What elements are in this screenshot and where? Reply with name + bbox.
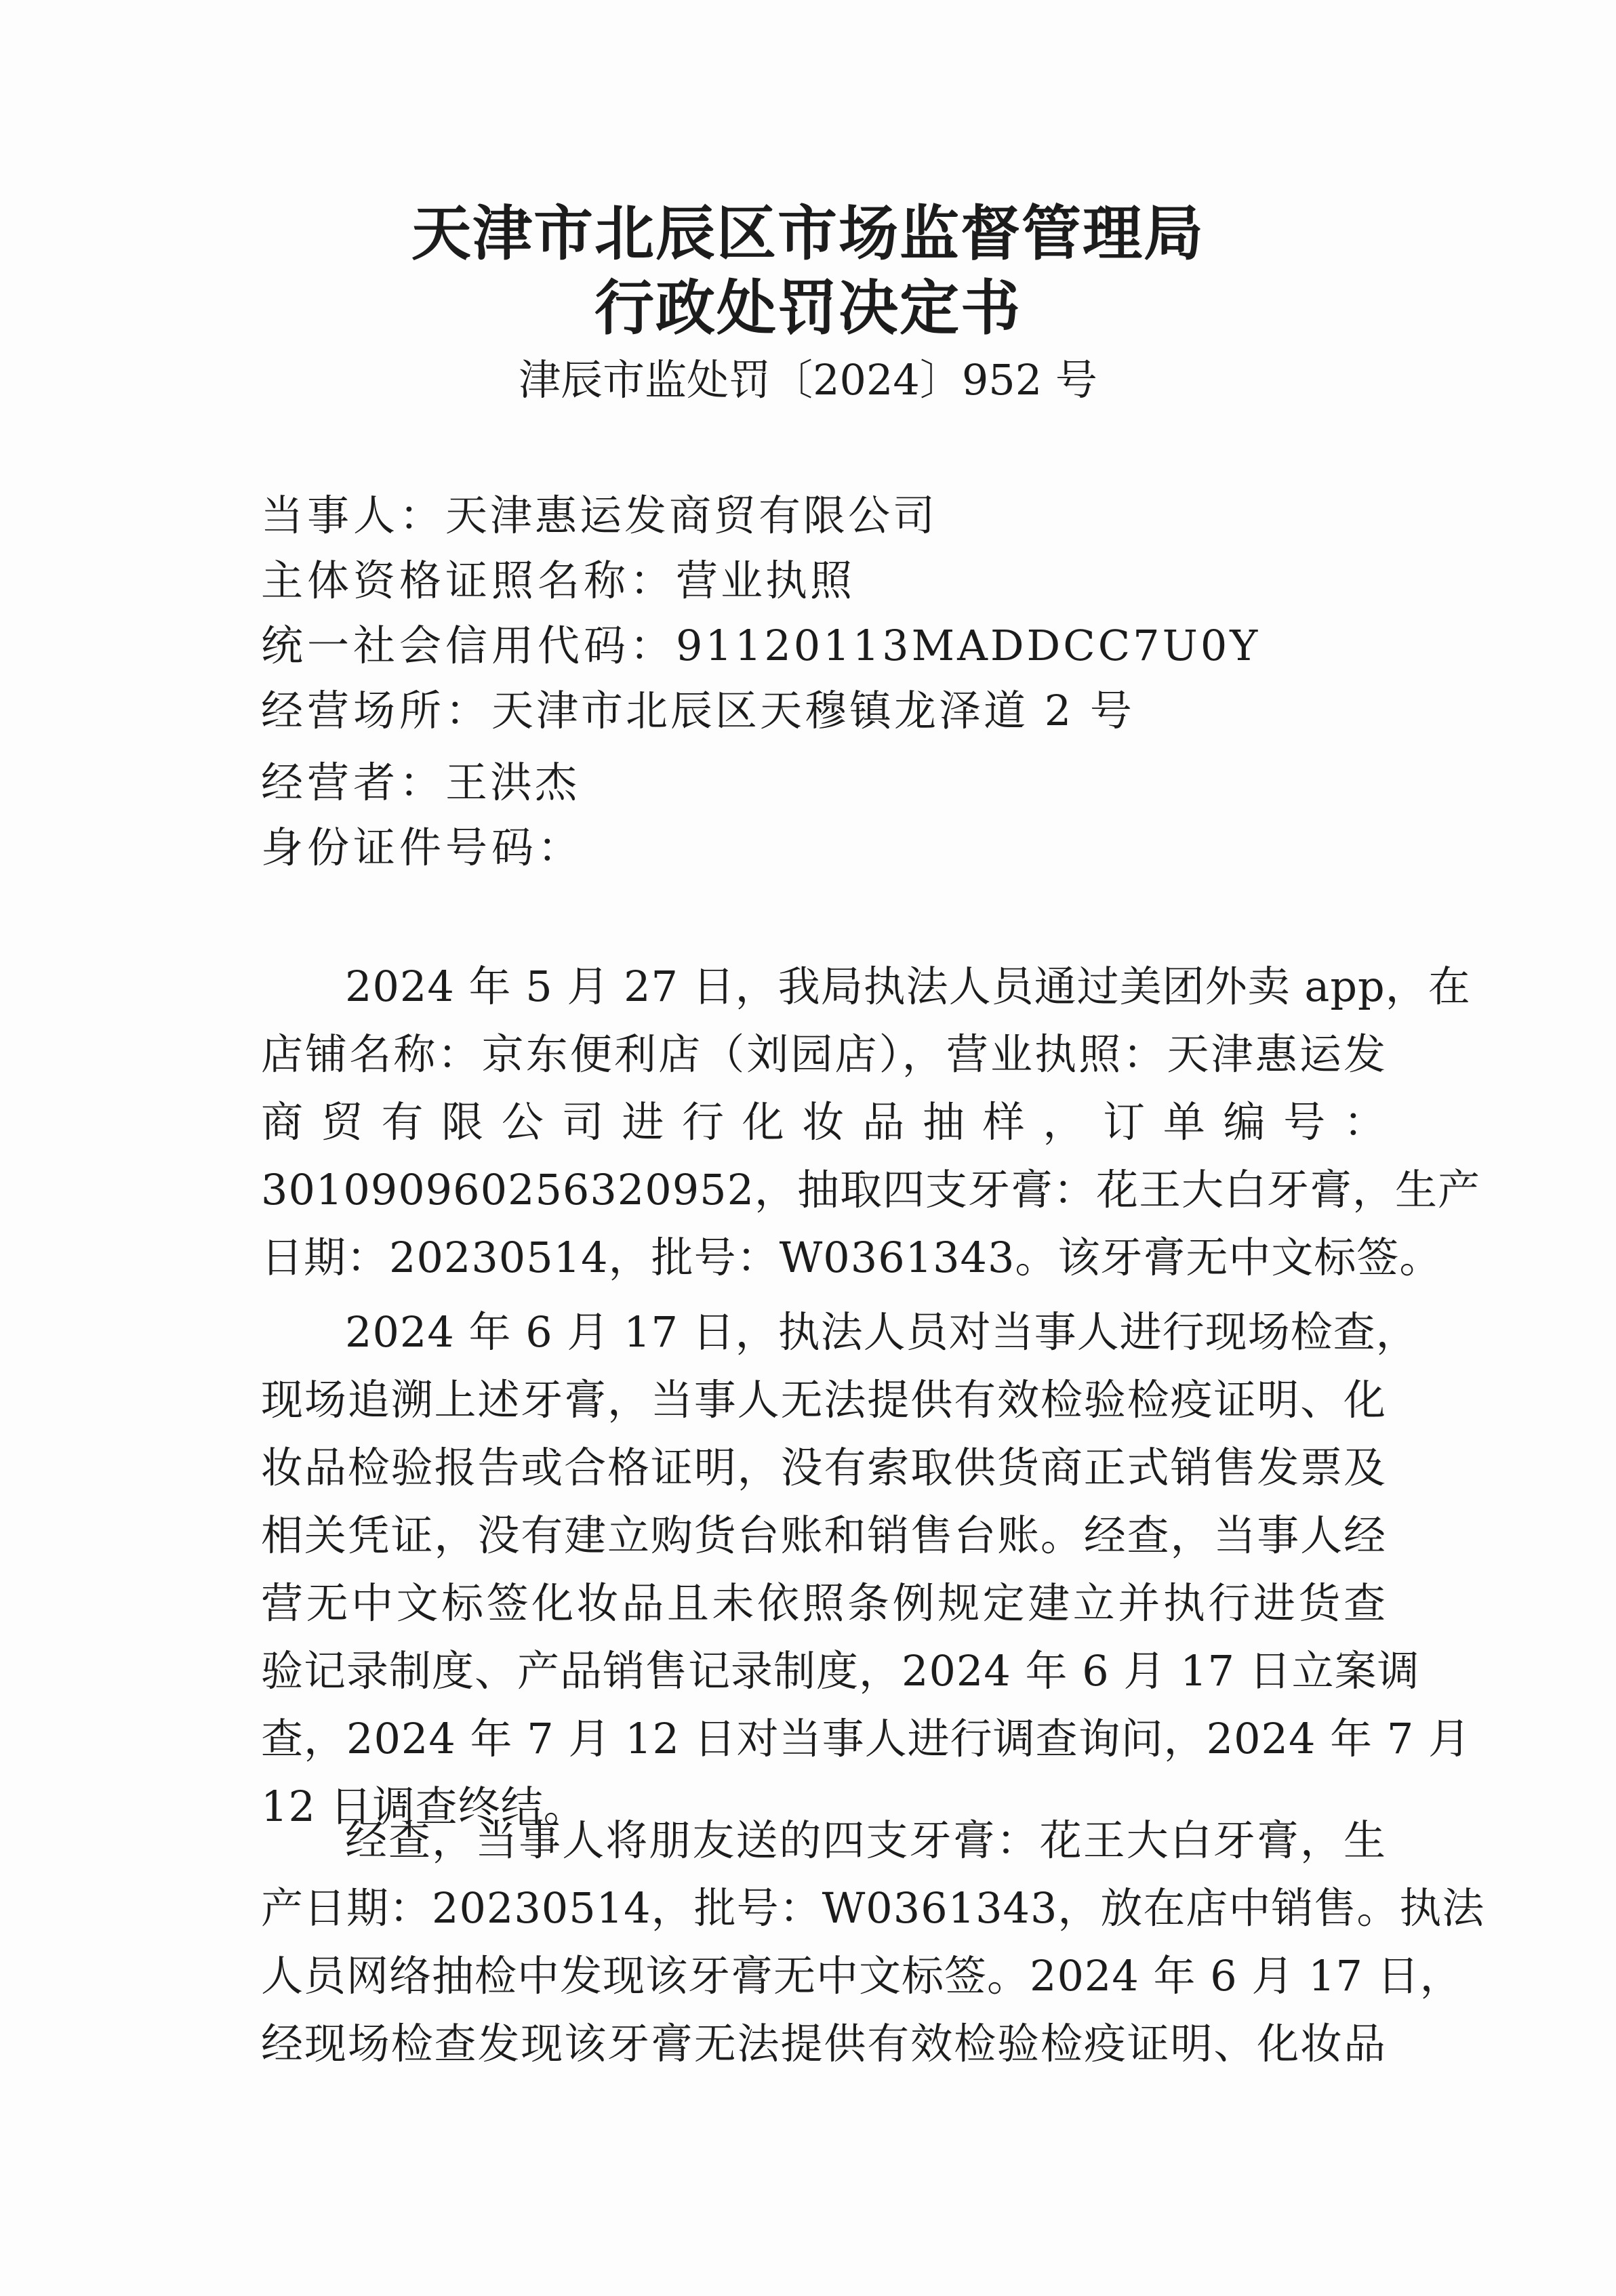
paragraph-line: 2024 年 6 月 17 日，执法人员对当事人进行现场检查， [345, 1307, 1419, 1357]
document-number: 津辰市监处罚〔2024〕952 号 [519, 355, 1097, 405]
paragraph-sampling [261, 953, 1481, 1292]
business-address-value: 天津市北辰区天穆镇龙泽道 2 号 [491, 686, 1135, 735]
paragraph-line: 产日期：20230514，批号：W0361343，放在店中销售。执法 [261, 1883, 1485, 1933]
business-address-row [261, 686, 1413, 735]
paragraph-line: 妆品检验报告或合格证明，没有索取供货商正式销售发票及 [261, 1443, 1386, 1492]
paragraph-line: 营无中文标签化妆品且未依照条例规定建立并执行进货查 [261, 1578, 1386, 1628]
party-name-row [261, 491, 1413, 540]
paragraph-findings [261, 1807, 1485, 2078]
credit-code-value: 91120113MADDCC7U0Y [676, 621, 1261, 670]
operator-value: 王洪杰 [445, 758, 580, 807]
operator-label: 经营者： [261, 758, 446, 807]
paragraph-line: 相关凭证，没有建立购货台账和销售台账。经查，当事人经 [261, 1511, 1386, 1560]
party-name-value: 天津惠运发商贸有限公司 [445, 491, 938, 540]
party-name-label: 当事人： [261, 491, 446, 540]
business-address-label: 经营场所： [261, 686, 492, 735]
license-name-value: 营业执照 [676, 556, 855, 605]
paragraph-line: 经现场检查发现该牙膏无法提供有效检验检疫证明、化妆品 [261, 2019, 1386, 2068]
paragraph-line: 2024 年 5 月 27 日，我局执法人员通过美团外卖 app，在 [345, 962, 1471, 1011]
paragraph-line: 商 贸 有 限 公 司 进 行 化 妆 品 抽 样 ， 订 单 编 号 ： [261, 1097, 1386, 1147]
paragraph-line: 现场追溯上述牙膏，当事人无法提供有效检验检疫证明、化 [261, 1375, 1386, 1424]
paragraph-line: 查，2024 年 7 月 12 日对当事人进行调查询问，2024 年 7 月 [261, 1714, 1472, 1763]
operator-row [261, 758, 1413, 807]
license-name-label: 主体资格证照名称： [261, 556, 676, 605]
issuing-authority-title: 天津市北辰区市场监督管理局 [411, 198, 1205, 268]
id-number-label: 身份证件号码： [261, 823, 584, 872]
paragraph-line: 人员网络抽检中发现该牙膏无中文标签。2024 年 6 月 17 日， [261, 1951, 1463, 2001]
paragraph-line: 12 日调查终结。 [261, 1782, 586, 1831]
license-name-row [261, 556, 1413, 605]
paragraph-line: 301090960256320952，抽取四支牙膏：花王大白牙膏，生产 [261, 1165, 1481, 1214]
paragraph-line: 经查，当事人将朋友送的四支牙膏：花王大白牙膏，生 [345, 1816, 1386, 1865]
document-type-title: 行政处罚决定书 [594, 272, 1022, 343]
id-number-row [261, 823, 1413, 872]
paragraph-line: 验记录制度、产品销售记录制度，2024 年 6 月 17 日立案调 [261, 1646, 1420, 1696]
credit-code-row [261, 621, 1413, 670]
paragraph-inspection [261, 1298, 1472, 1841]
paragraph-line: 日期：20230514，批号：W0361343。该牙膏无中文标签。 [261, 1233, 1442, 1282]
credit-code-label: 统一社会信用代码： [261, 621, 676, 670]
paragraph-line: 店铺名称：京东便利店（刘园店），营业执照：天津惠运发 [261, 1029, 1386, 1079]
